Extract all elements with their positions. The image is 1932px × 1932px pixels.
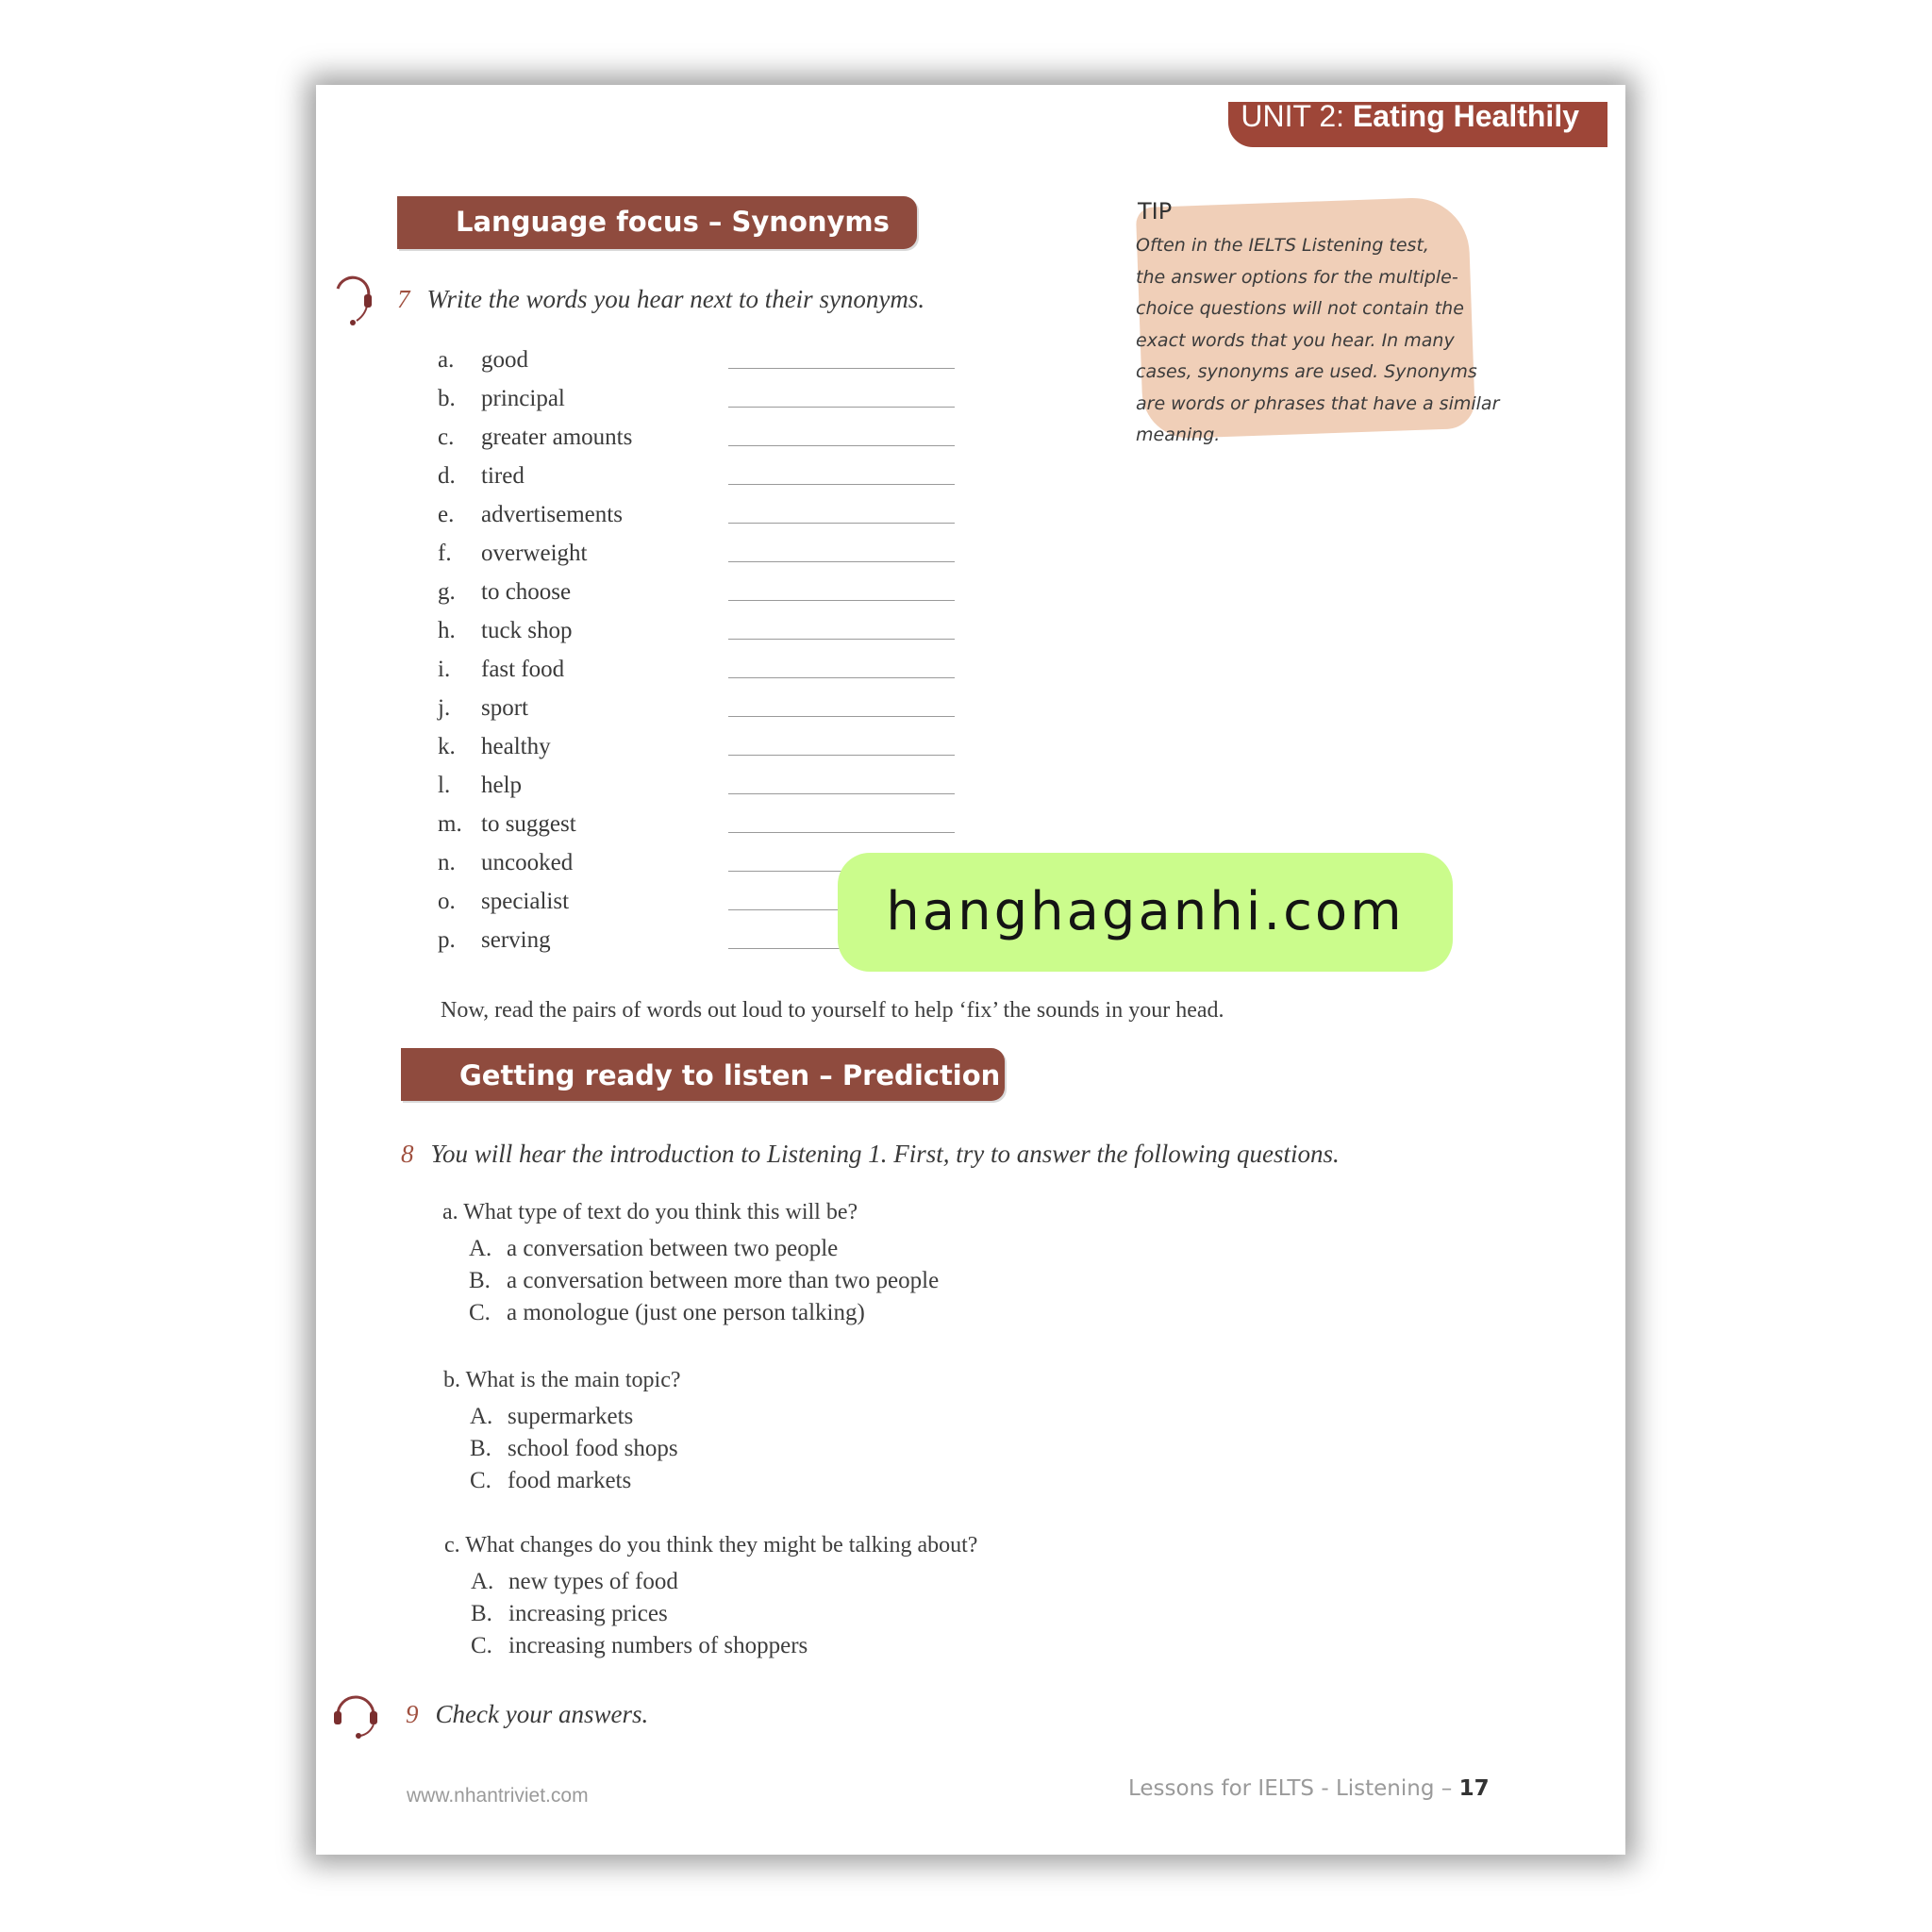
- list-item: [438, 425, 962, 463]
- option-item[interactable]: [469, 1300, 865, 1326]
- list-item: [438, 773, 962, 811]
- question-8: [401, 1140, 1340, 1169]
- item-word: sport: [481, 695, 528, 721]
- item-letter: j.: [438, 695, 451, 721]
- item-letter: g.: [438, 579, 456, 605]
- list-item: [438, 734, 962, 773]
- instruction-text: Now, read the pairs of words out loud to yourself to help ‘fix’ the sounds in your head.: [441, 998, 1224, 1023]
- sub-question-c: c. What changes do you think they might be talking about?: [444, 1533, 978, 1557]
- item-word: specialist: [481, 889, 570, 914]
- option-item[interactable]: [471, 1633, 808, 1659]
- item-letter: f.: [438, 541, 452, 566]
- list-item: [438, 811, 962, 850]
- page-number: 17: [1458, 1776, 1490, 1801]
- option-item[interactable]: [470, 1404, 633, 1430]
- section-heading-synonyms: Language focus – Synonyms: [397, 196, 917, 249]
- answer-blank[interactable]: [728, 523, 955, 524]
- option-text: a conversation between two people: [507, 1236, 839, 1261]
- item-word: to choose: [481, 579, 572, 605]
- tip-text: [1136, 230, 1541, 452]
- headphones-icon: [332, 275, 374, 326]
- option-text: new types of food: [508, 1569, 678, 1594]
- item-letter: d.: [438, 463, 456, 489]
- option-item[interactable]: [471, 1569, 678, 1595]
- item-letter: m.: [438, 811, 462, 837]
- answer-blank[interactable]: [728, 445, 955, 446]
- option-text: a monologue (just one person talking): [507, 1300, 865, 1325]
- answer-blank[interactable]: [728, 677, 955, 678]
- item-letter: b.: [438, 386, 456, 411]
- answer-blank[interactable]: [728, 407, 955, 408]
- question-7: [397, 285, 924, 314]
- question-text: Check your answers.: [435, 1700, 649, 1728]
- answer-blank[interactable]: [728, 368, 955, 369]
- headphones-icon: [332, 1687, 374, 1738]
- option-letter: C.: [471, 1633, 492, 1658]
- option-item[interactable]: [469, 1236, 838, 1262]
- footer-book-title: [1128, 1776, 1490, 1801]
- tip-line: meaning.: [1136, 425, 1221, 445]
- option-text: a conversation between more than two people: [507, 1268, 940, 1293]
- item-letter: e.: [438, 502, 455, 527]
- sub-question-b: b. What is the main topic?: [443, 1368, 681, 1392]
- item-word: good: [481, 347, 528, 373]
- tip-line: cases, synonyms are used. Synonyms: [1136, 361, 1477, 382]
- list-item: [438, 386, 962, 425]
- option-text: increasing numbers of shoppers: [508, 1633, 808, 1658]
- list-item: [438, 657, 962, 695]
- list-item: [438, 502, 962, 541]
- item-letter: p.: [438, 927, 456, 953]
- tip-line: the answer options for the multiple-: [1136, 266, 1458, 288]
- item-letter: o.: [438, 889, 456, 914]
- item-letter: a.: [438, 347, 455, 373]
- item-word: fast food: [481, 657, 565, 682]
- option-item[interactable]: [470, 1436, 678, 1462]
- item-word: principal: [481, 386, 565, 411]
- option-text: food markets: [508, 1468, 632, 1493]
- option-letter: B.: [471, 1601, 492, 1626]
- item-word: uncooked: [481, 850, 574, 875]
- item-word: greater amounts: [481, 425, 633, 450]
- unit-tab: [1228, 102, 1607, 147]
- item-letter: h.: [438, 618, 456, 643]
- option-item[interactable]: [469, 1268, 939, 1294]
- option-text: school food shops: [508, 1436, 678, 1461]
- question-number: 8: [401, 1140, 414, 1168]
- list-item: [438, 618, 962, 657]
- answer-blank[interactable]: [728, 639, 955, 640]
- item-word: to suggest: [481, 811, 576, 837]
- footer-website: www.nhantriviet.com: [407, 1785, 589, 1807]
- item-word: overweight: [481, 541, 588, 566]
- tip-line: are words or phrases that have a similar: [1136, 392, 1500, 414]
- question-number: 9: [406, 1700, 419, 1728]
- unit-title: Eating Healthily: [1352, 102, 1579, 133]
- book-title: Lessons for IELTS - Listening –: [1128, 1776, 1453, 1801]
- item-letter: c.: [438, 425, 455, 450]
- option-letter: A.: [469, 1236, 492, 1261]
- section-heading-prediction: Getting ready to listen – Prediction: [401, 1048, 1005, 1101]
- item-word: tired: [481, 463, 525, 489]
- option-letter: A.: [471, 1569, 494, 1594]
- item-word: serving: [481, 927, 551, 953]
- answer-blank[interactable]: [728, 755, 955, 756]
- answer-blank[interactable]: [728, 561, 955, 562]
- option-text: supermarkets: [508, 1404, 634, 1429]
- list-item: [438, 579, 962, 618]
- watermark-banner: hanghaganhi.com: [838, 853, 1453, 972]
- item-letter: n.: [438, 850, 456, 875]
- option-text: increasing prices: [508, 1601, 668, 1626]
- answer-blank[interactable]: [728, 600, 955, 601]
- item-word: help: [481, 773, 523, 798]
- question-9: [406, 1700, 648, 1729]
- answer-blank[interactable]: [728, 484, 955, 485]
- sub-question-a: a. What type of text do you think this will be?: [442, 1200, 858, 1224]
- item-letter: l.: [438, 773, 451, 798]
- tip-title: TIP: [1138, 198, 1173, 225]
- item-word: tuck shop: [481, 618, 573, 643]
- list-item: [438, 541, 962, 579]
- tip-line: choice questions will not contain the: [1136, 298, 1464, 319]
- option-letter: B.: [470, 1436, 491, 1461]
- option-item[interactable]: [470, 1468, 631, 1494]
- list-item: [438, 695, 962, 734]
- question-text: Write the words you hear next to their synonyms.: [426, 285, 925, 313]
- option-letter: A.: [470, 1404, 493, 1429]
- answer-blank[interactable]: [728, 832, 955, 833]
- answer-blank[interactable]: [728, 716, 955, 717]
- item-word: advertisements: [481, 502, 623, 527]
- question-text: You will hear the introduction to Listening 1. First, try to answer the following questions.: [430, 1140, 1340, 1168]
- answer-blank[interactable]: [728, 793, 955, 794]
- question-number: 7: [397, 285, 410, 313]
- list-item: [438, 463, 962, 502]
- tip-line: exact words that you hear. In many: [1136, 329, 1455, 351]
- item-letter: i.: [438, 657, 451, 682]
- list-item: [438, 347, 962, 386]
- option-letter: B.: [469, 1268, 491, 1293]
- unit-label: UNIT 2:: [1241, 102, 1345, 133]
- option-item[interactable]: [471, 1601, 668, 1627]
- item-letter: k.: [438, 734, 456, 759]
- option-letter: C.: [470, 1468, 491, 1493]
- tip-line: Often in the IELTS Listening test,: [1136, 235, 1429, 256]
- option-letter: C.: [469, 1300, 491, 1325]
- item-word: healthy: [481, 734, 551, 759]
